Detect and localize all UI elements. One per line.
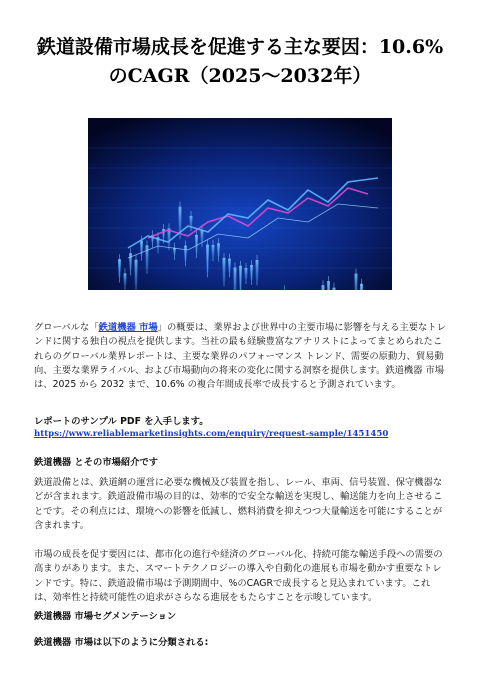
market-intro-heading: 鉄道機器 とその市場紹介です bbox=[34, 457, 159, 468]
sample-request-link[interactable]: https://www.reliablemarketinsights.com/enquiry/request-sample/1451450 bbox=[34, 429, 389, 439]
title-line-1: 鉄道設備市場成長を促進する主な要因：10.6% bbox=[36, 36, 444, 58]
market-link[interactable]: 鉄道機器 市場 bbox=[98, 322, 158, 333]
segmentation-heading: 鉄道機器 市場セグメンテーション bbox=[34, 611, 177, 622]
document-title bbox=[20, 33, 460, 91]
stock-chart-image bbox=[88, 118, 392, 290]
classification-heading: 鉄道機器 市場は以下のように分類される: bbox=[34, 637, 209, 648]
growth-paragraph: 市場の成長を促す要因には、都市化の進行や経済のグローバル化、持続可能な輸送手段への需要の高まりがあります。また、スマートテクノロジーの導入や自動化の進展も市場を動かす重要なトレンドです。特に、鉄道設備市場は予測期間中、%のCAGRで成長すると見込まれています。これは、効率性と持続可能性の追求がさらなる進展をもたらすことを示唆しています。 bbox=[34, 549, 443, 603]
sample-pdf-label: レポートのサンプル PDF を入手します。 bbox=[34, 416, 209, 427]
intro-paragraph bbox=[34, 321, 448, 392]
intro-body: 」の概要は、業界および世界中の主要市場に影響を与える主要なトレンドに関する独自の視点を提供します。当社の最も経験豊富なアナリストによってまとめられたこれらのグローバル業界レポートは、主要な業界のパフォーマンス トレンド、需要の原動力、貿易動向、主要な業界ライバル、および市場動向の将来の変化に関する洞察を提供します。鉄道機器 市場は、2025 から 2032 まで、10.6% の複合年間成長率で成長すると予測されています。 bbox=[34, 322, 446, 391]
definition-paragraph: 鉄道設備とは、鉄道網の運営に必要な機械及び装置を指し、レール、車両、信号装置、保守機器などが含まれます。鉄道設備市場の目的は、効率的で安全な輸送を実現し、輸送能力を向上させることです。その利点には、環境への影響を低減し、燃料消費を抑えつつ大量輸送を可能にすることが含まれます。 bbox=[34, 477, 443, 531]
title-line-2: のCAGR（2025～2032年） bbox=[108, 65, 372, 87]
intro-prefix: グローバルな「 bbox=[34, 322, 99, 333]
